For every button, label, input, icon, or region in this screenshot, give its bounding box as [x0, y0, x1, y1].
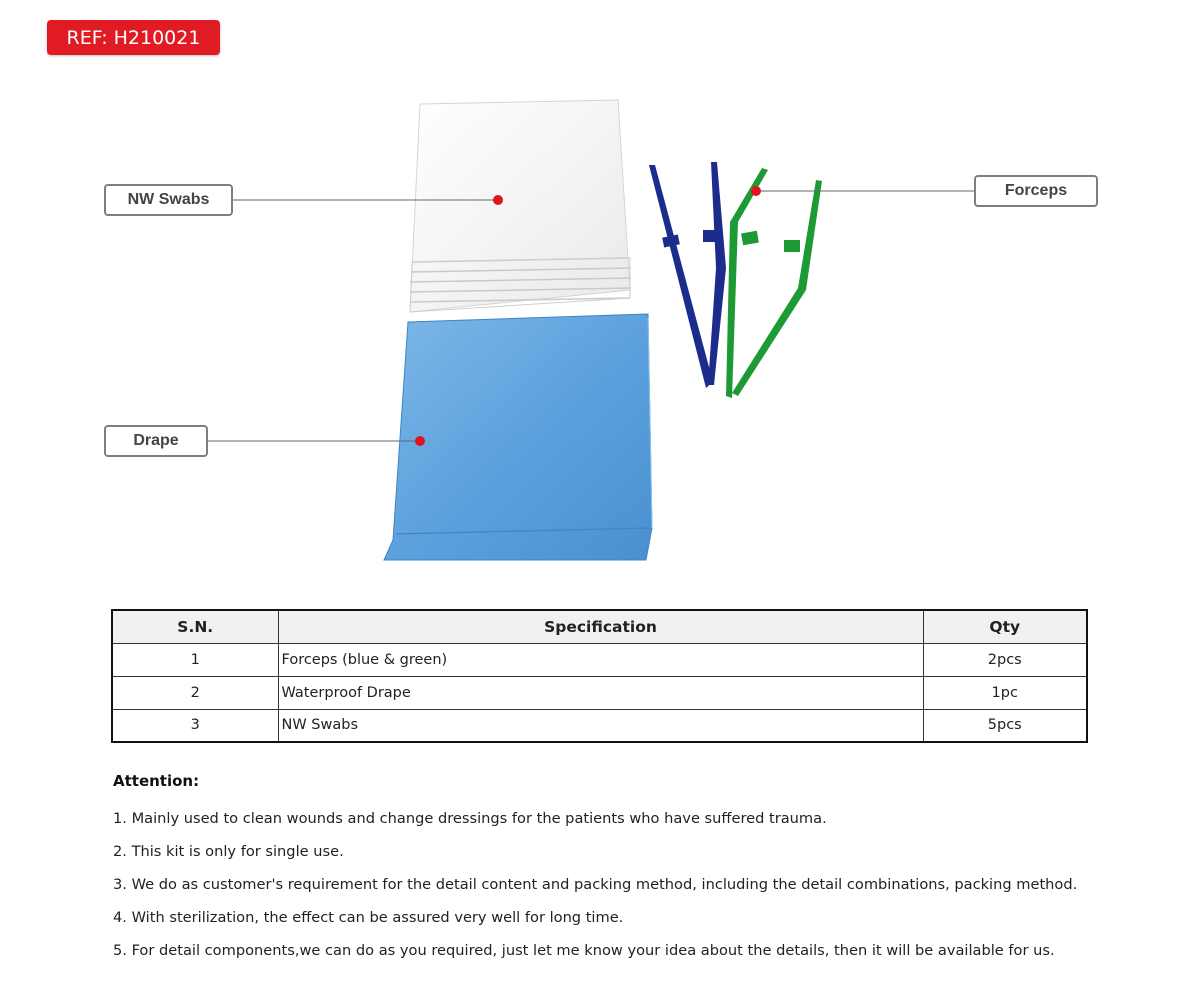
- attention-title: Attention:: [113, 772, 200, 790]
- table-row: [112, 676, 1087, 709]
- cell-qty: 1pc: [923, 676, 1087, 709]
- callout-nw-swabs: NW Swabs: [104, 184, 233, 216]
- callout-drape: Drape: [104, 425, 208, 457]
- forceps-blue-image: [649, 162, 726, 388]
- header-qty: Qty: [923, 610, 1087, 643]
- drape-marker: [415, 436, 425, 446]
- attention-item: 1. Mainly used to clean wounds and change dressings for the patients who have suffered trauma.: [113, 810, 827, 827]
- table-row: [112, 643, 1087, 676]
- swabs-image: [410, 100, 631, 312]
- forceps-green-image: [726, 168, 822, 398]
- cell-sn: 2: [112, 676, 278, 709]
- header-specification: Specification: [278, 610, 923, 643]
- cell-spec: NW Swabs: [278, 709, 923, 742]
- cell-sn: 1: [112, 643, 278, 676]
- cell-spec: Waterproof Drape: [278, 676, 923, 709]
- attention-item: 2. This kit is only for single use.: [113, 843, 344, 860]
- specification-table: [111, 609, 1088, 743]
- swabs-marker: [493, 195, 503, 205]
- attention-item: 4. With sterilization, the effect can be assured very well for long time.: [113, 909, 624, 926]
- drape-image: [384, 314, 652, 560]
- callout-forceps: Forceps: [974, 175, 1098, 207]
- attention-item: 5. For detail components,we can do as you required, just let me know your idea about the details, then it will be available for us.: [113, 942, 1055, 959]
- forceps-marker: [751, 186, 761, 196]
- ref-badge: REF: H210021: [47, 20, 220, 55]
- attention-list: [113, 808, 1077, 973]
- cell-spec: Forceps (blue & green): [278, 643, 923, 676]
- header-sn: S.N.: [112, 610, 278, 643]
- cell-qty: 2pcs: [923, 643, 1087, 676]
- cell-qty: 5pcs: [923, 709, 1087, 742]
- table-header-row: [112, 610, 1087, 643]
- cell-sn: 3: [112, 709, 278, 742]
- attention-item: 3. We do as customer's requirement for the detail content and packing method, including the detail combinations, packing method.: [113, 876, 1078, 893]
- table-row: [112, 709, 1087, 742]
